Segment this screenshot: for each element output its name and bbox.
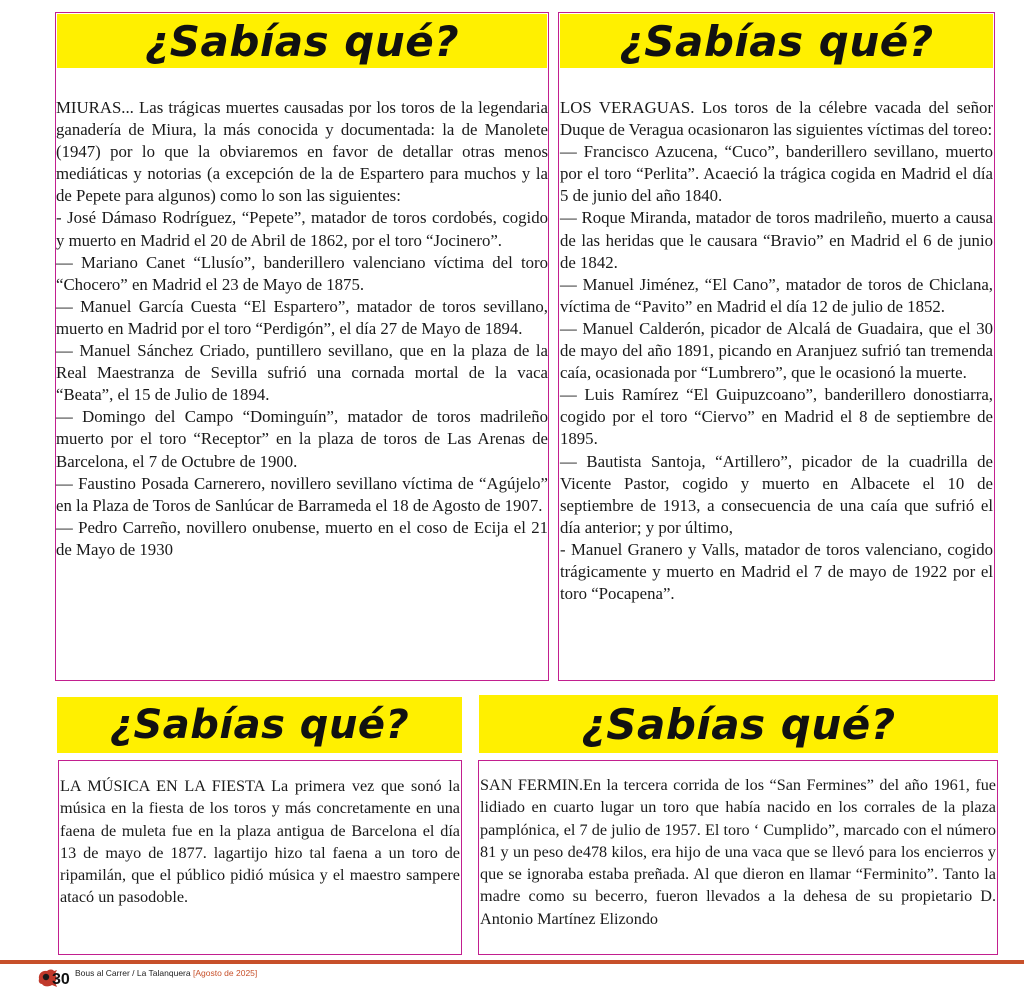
paragraph: — Manuel Jiménez, “El Cano”, matador de toros de Chiclana, víctima de “Pavito” en Madrid el día 12 de julio de 1852. (560, 274, 993, 316)
paragraph: — Domingo del Campo “Dominguín”, matador de toros madrileño muerto por el toro “Receptor” en la plaza de toros de Las Arenas de Barcelona, el 7 de Octubre de 1900. (56, 407, 548, 471)
section-heading (560, 14, 993, 68)
paragraph: — Manuel Sánchez Criado, puntillero sevillano, que en la plaza de la Real Maestranza de Sevilla sufrió una cornada mortal de la vaca “Beata”, el 15 de Julio de 1894. (56, 341, 548, 405)
paragraph: MIURAS... Las trágicas muertes causadas por los toros de la legendaria ganadería de Miura, la más conocida y documentada: la de Manolete (1947) por lo que la obviaremos en favor de detallar otras menos mediáticas y notorias (a excepción de la de Espartero para muchos y la de Pepete para algunos) como lo son las siguientes: (56, 98, 548, 206)
section-heading (479, 695, 998, 753)
publication-name: Bous al Carrer / La Talanquera (75, 968, 191, 978)
publication-date: [Agosto de 2025] (192, 968, 258, 978)
paragraph: SAN FERMIN.En la tercera corrida de los “San Fermines” del año 1961, fue lidiado en cuarto lugar un toro que había nacido en los corrales de la plaza pamplónica, el 7 de julio de 1957. El toro ‘ Cumplido”, marcado con el número 81 y un peso de478 kilos, era hijo de una vaca que se llevó para los encierros y que se ignoraba estaba preñada. Al que dieron en llamar “Ferminito”. Tanto la madre como su becerro, fueron llevados a la dehesa de su propietario D. Antonio Martínez Elizondo (480, 776, 996, 928)
heading-text: ¿Sabías qué? (144, 16, 460, 66)
article-body-miuras (56, 97, 548, 561)
article-body-veraguas (560, 97, 993, 605)
paragraph: — Manuel Calderón, picador de Alcalá de Guadaira, que el 30 de mayo del año 1891, picando en Aranjuez sufrió tan tremenda caía, ocasionada por “Lumbrero”, que le ocasionó la muerte. (560, 318, 993, 383)
paragraph: — Faustino Posada Carnerero, novillero sevillano víctima de “Agújelo” en la Plaza de Toros de Sanlúcar de Barrameda el 18 de Agosto de 1907. (56, 473, 548, 515)
paragraph: — Luis Ramírez “El Guipuzcoano”, banderillero donostiarra, cogido por el toro “Ciervo” en Madrid el 8 de septiembre de 1895. (560, 385, 993, 449)
paragraph: — Pedro Carreño, novillero onubense, muerto en el coso de Ecija el 21 de Mayo de 1930 (56, 517, 548, 559)
paragraph: — Mariano Canet “Llusío”, banderillero valenciano víctima del toro “Chocero” en Madrid el 23 de Mayo de 1875. (56, 252, 548, 294)
paragraph: — Roque Miranda, matador de toros madrileño, muerto a causa de las heridas que le causara “Bravio” en Madrid el 6 de junio de 1842. (560, 208, 993, 272)
heading-text: ¿Sabías qué? (581, 699, 896, 749)
footer-publication (75, 968, 257, 978)
footer-rule (0, 960, 1024, 964)
article-body-musica (60, 775, 460, 909)
article-body-san-fermin (480, 774, 996, 930)
paragraph: - Manuel Granero y Valls, matador de toros valenciano, cogido trágicamente y muerto en Madrid el 7 de mayo de 1922 por el toro “Pocapena”. (560, 539, 993, 604)
paragraph: LA MÚSICA EN LA FIESTA La primera vez que sonó la música en la fiesta de los toros y más concretamente en una faena de muleta fue en la plaza antigua de Barcelona el día 13 de mayo de 1877. lagartijo hizo tal faena a un toro de ripamilán, que el público pidió música y el maestro sampere atacó un pasodoble. (60, 777, 460, 907)
heading-text: ¿Sabías qué? (619, 16, 934, 66)
paragraph: — Manuel García Cuesta “El Espartero”, matador de toros sevillano, muerto en Madrid por el toro “Perdigón”, el día 27 de Mayo de 1894. (56, 296, 548, 338)
paragraph: — Bautista Santoja, “Artillero”, picador de la cuadrilla de Vicente Pastor, cogido y muerto en Albacete el 10 de septiembre de 1913, a consecuencia de una caía que sufrió el día anterior; y por último, (560, 451, 993, 537)
paragraph: - José Dámaso Rodríguez, “Pepete”, matador de toros cordobés, cogido y muerto en Madrid el 20 de Abril de 1862, por el toro “Jocinero”. (56, 208, 548, 250)
section-heading (57, 697, 462, 753)
paragraph: — Francisco Azucena, “Cuco”, banderillero sevillano, muerto por el toro “Perlita”. Acaeció la trágica cogida en Madrid el día 5 de junio del año 1840. (560, 142, 993, 206)
paragraph: LOS VERAGUAS. Los toros de la célebre vacada del señor Duque de Veragua ocasionaron las siguientes víctimas del toreo: (560, 98, 993, 140)
page-number: 30 (52, 971, 70, 988)
section-heading (57, 14, 547, 68)
heading-text: ¿Sabías qué? (109, 702, 410, 748)
